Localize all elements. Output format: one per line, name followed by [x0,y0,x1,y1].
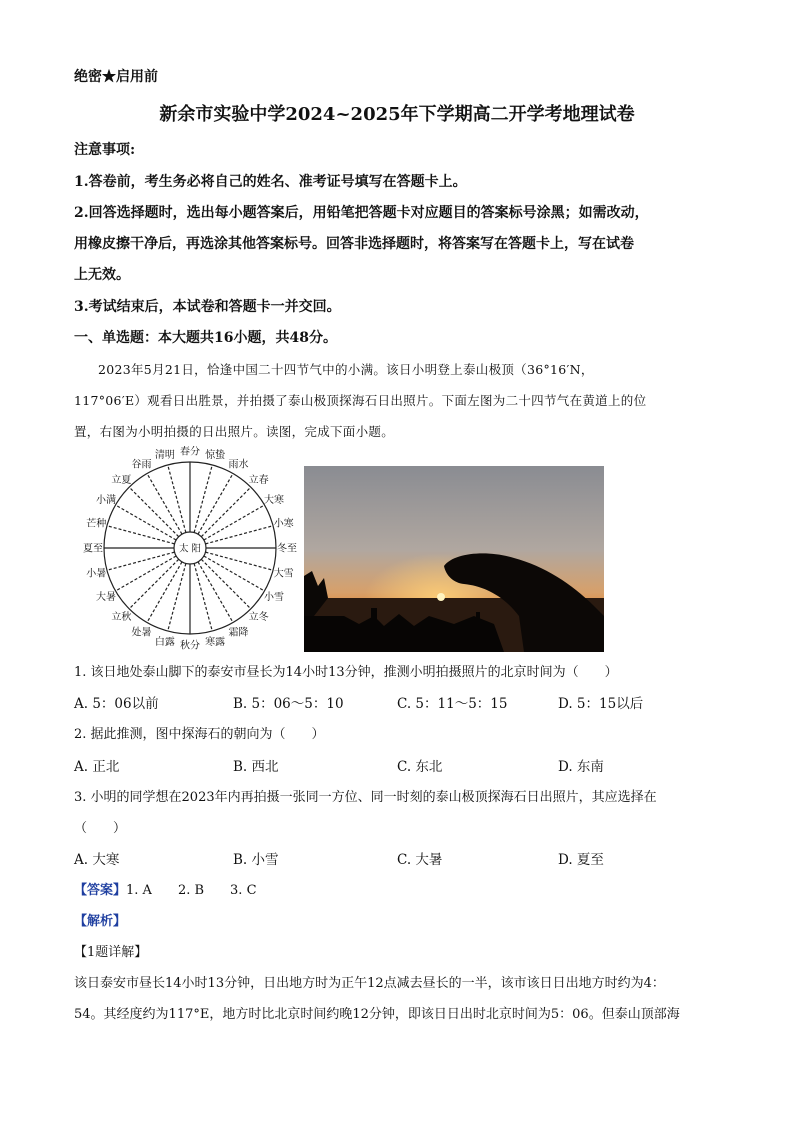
term-spoke [201,487,250,536]
detail-label: 【1题详解】 [74,945,148,960]
term-label: 立冬 [248,612,269,624]
term-label: 清明 [154,449,175,461]
term-spoke [198,562,233,623]
answer-line [74,879,257,898]
term-spoke [168,563,186,631]
term-spoke [204,505,265,540]
term-label: 春分 [180,446,200,458]
term-spoke [205,526,273,544]
answer-label: 【答案】 [74,883,127,898]
term-label: 立春 [248,474,269,486]
note-2-line1: 2.回答选择题时，选出每小题答案后，用铅笔把答题卡对应题目的答案标号涂黑；如需改动， [74,205,649,221]
term-spoke [205,552,273,570]
q2-option-b: B. 西北 [233,759,279,775]
note-3: 3.考试结束后，本试卷和答题卡一并交回。 [74,299,341,315]
passage-line3: 置，右图为小明拍摄的日出照片。读图，完成下面小题。 [74,424,395,439]
note-2-line3: 上无效。 [74,267,130,283]
term-spoke [107,552,175,570]
term-label: 芒种 [86,518,107,530]
term-spoke [129,559,178,608]
term-label: 大暑 [95,592,116,603]
passage-line1: 2023年5月21日，恰逢中国二十四节气中的小满。该日小明登上泰山极顶（36°16′N， [98,362,594,377]
q3-option-a: A. 大寒 [74,852,120,868]
page-title: 新余市实验中学2024~2025年下学期高二开学考地理试卷 [159,104,635,125]
passage-line2: 117°06′E）观看日出胜景，并拍摄了泰山极顶探海石日出照片。下面左图为二十四节气在黄道上的位 [74,393,647,408]
q2-option-c: C. 东北 [397,759,443,775]
term-label: 秋分 [180,640,200,652]
term-label: 小暑 [86,568,107,580]
term-label: 惊蛰 [205,449,226,461]
term-label: 冬至 [277,543,297,555]
term-spoke [198,474,233,535]
answer-values: 1. A 2. B 3. C [126,883,257,898]
term-spoke [204,556,265,591]
term-spoke [129,487,178,536]
q2-option-a: A. 正北 [74,759,120,775]
term-spoke [116,505,177,540]
q3-option-d: D. 夏至 [558,852,604,868]
term-label: 小雪 [264,592,285,603]
term-label: 寒露 [205,637,226,649]
q1-option-b: B. 5：06～5：10 [233,696,344,712]
q2-option-d: D. 东南 [558,759,604,775]
term-label: 立秋 [111,612,132,624]
term-label: 夏至 [83,543,103,555]
q3-stem-cont: （ ） [74,821,127,836]
term-spoke [147,562,182,623]
term-label: 霜降 [228,627,249,639]
notes-heading: 注意事项: [74,142,136,158]
note-1: 1.答卷前，考生务必将自己的姓名、准考证号填写在答题卡上。 [74,174,467,190]
detail-line2: 54。其经度约为117°E，地方时比北京时间约晚12分钟，即该日日出时北京时间为5：06。但泰山顶部海 [74,1007,680,1022]
term-label: 立夏 [111,474,132,486]
term-spoke [147,474,182,535]
term-spoke [168,465,186,533]
secret-label: 绝密★启用前 [74,69,158,85]
term-label: 处暑 [131,627,152,639]
solar-terms-diagram [74,446,306,654]
note-2-line2: 用橡皮擦干净后，再选涂其他答案标号。回答非选择题时，将答案写在答题卡上，写在试卷 [74,236,634,252]
term-label: 小寒 [273,518,294,530]
q1-stem: 1. 该日地处泰山脚下的泰安市昼长为14小时13分钟，推测小明拍摄照片的北京时间为（ ） [74,665,618,680]
term-label: 雨水 [228,459,249,471]
q3-stem: 3. 小明的同学想在2023年内再拍摄一张同一方位、同一时刻的泰山极顶探海石日出照片，其应选择在 [74,790,657,805]
term-label: 谷雨 [131,459,152,471]
q2-stem: 2. 据此推测，图中探海石的朝向为（ ） [74,727,325,742]
sun-label: 太 阳 [178,543,202,555]
term-spoke [194,465,212,533]
sunrise-photo [304,466,604,652]
q3-option-b: B. 小雪 [233,852,279,868]
q1-option-c: C. 5：11～5：15 [397,696,508,712]
q3-option-c: C. 大暑 [397,852,443,868]
analysis-label: 【解析】 [74,914,127,929]
term-label: 大雪 [273,568,294,580]
detail-line1: 该日泰安市昼长14小时13分钟，日出地方时为正午12点减去昼长的一半，该市该日日出地方时约为4： [74,976,665,991]
term-spoke [201,559,250,608]
term-spoke [107,526,175,544]
q1-option-a: A. 5：06以前 [74,696,159,712]
term-label: 白露 [154,637,175,649]
term-spoke [116,556,177,591]
term-spoke [194,563,212,631]
sun [437,593,445,601]
term-label: 小满 [95,495,116,506]
term-label: 大寒 [264,495,285,506]
q1-option-d: D. 5：15以后 [558,696,644,712]
section-heading: 一、单选题：本大题共16小题，共48分。 [74,330,337,346]
